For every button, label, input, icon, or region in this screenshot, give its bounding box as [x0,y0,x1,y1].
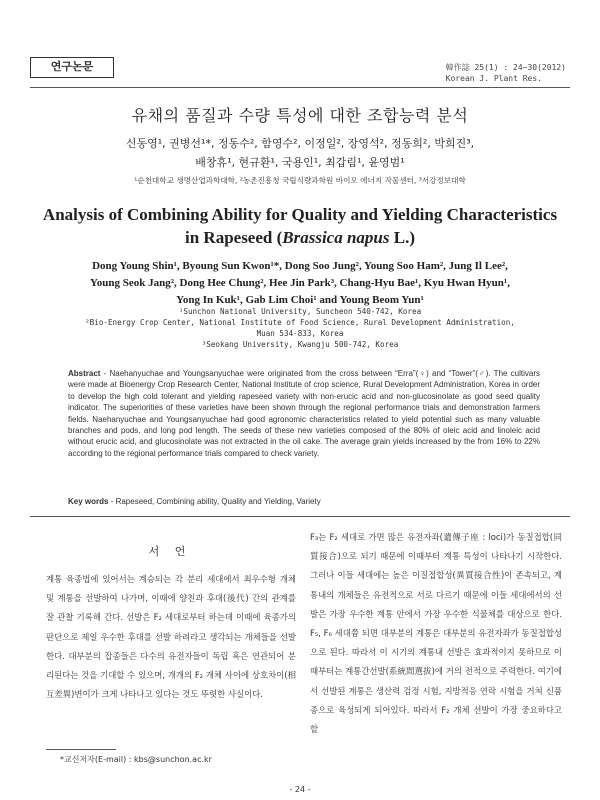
correspondence-footnote: *교신저자(E-mail) : kbs@sunchon.ac.kr [60,755,212,764]
title-english-line2-suffix: L.) [389,228,415,247]
authors-english-line2: Young Seok Jang², Dong Hee Chung², Hee Jin Park³, Chang-Hyu Bae¹, Kyu Hwan Hyun¹, [90,277,510,289]
journal-citation-line2: Korean J. Plant Res. [445,74,542,83]
body-paragraph-left: 계통 육종법에 있어서는 계승되는 각 분리 세대에서 최우수형 개체 및 계통을 선발하여 나가며, 이때에 양친과 후대(後代) 간의 관계를 잘 관찰 기록해 간다. 선발은 F₂ 세대로부터 하는데 이때에 육종가의 판단으로 제일 우수한 후대를 선발 하려라고 생각되는 개체들을 선발한다. 대부분의 잡종들은 다수의 유전자들이 독립 혹은 연관되어 분리된다는 것을 기대할 수 있으며, 개개의 F₂ 개체 사이에 상호차이(相互差異)변이가 크게 나타나고 있다는 것도 뚜렷한 사실이다. [46,574,296,700]
title-english [40,203,560,249]
journal-citation-line1: 韓作誌 25(1) : 24~30(2012) [445,63,566,72]
article-type-tag: 연구논문 [30,57,114,78]
affiliation-english-2: ²Bio-Energy Crop Center, National Institute of Food Science, Rural Development Administration, [85,318,515,327]
affiliation-english-4: ³Seokang University, Kwangju 500-742, Korea [201,340,399,349]
abstract-label: Abstract [68,369,101,378]
body-column-right [310,528,562,739]
journal-citation [446,62,566,84]
body-paragraph-right: F₃는 F₂ 세대로 가면 많은 유전자좌(遺傳子座 : loci)가 동질접합(同質接合)으로 되기 때문에 이때부터 계통 특성이 나타나기 시작한다. 그러나 이들 세대에는 높은 이질접합성(異質接合性)이 존속되고, 계통내의 개체들은 유전적으로 서로 다르기 때문에 이들 세대에서의 선발은 가장 우수한 계통 안에서 가장 우수한 식물체를 대상으로 한다. F₅, F₆ 세대쯤 되면 대부분의 계통은 대부분의 유전자좌가 동질접합성으로 된다. 따라서 이 시기의 계통내 선발은 효과적이지 못하므로 이때부터는 계통간선발(系統間選拔)에 거의 전적으로 주력한다. 여기에서 선발된 계통은 생산력 검정 시험, 지방적응 연락 시험을 거쳐 신품종으로 육성되게 되어있다. 따라서 F₂ 개체 선발이 가장 중요하다고 할 [310,532,562,735]
top-rule [30,87,570,88]
authors-english-line3: Yong In Kuk¹, Gab Lim Choi¹ and Young Beom Yun¹ [176,294,424,306]
affiliation-english-1: ¹Sunchon National University, Suncheon 540-742, Korea [178,307,422,316]
title-korean: 유채의 품질과 수량 특성에 대한 조합능력 분석 [131,106,469,125]
title-english-line1: Analysis of Combining Ability for Quality and Yielding Characteristics [42,205,558,224]
authors-korean-line2: 배창휴¹, 현규환¹, 국용인¹, 최갑림¹, 윤영범¹ [195,156,405,169]
species-name: Brassica napus [282,228,390,247]
authors-korean-line1: 신동영¹, 권병선¹*, 정동수², 함영수², 이정일², 장영석², 정동희², 박희진³, [125,137,475,150]
mid-rule [30,516,570,517]
title-english-line2 [40,226,560,249]
keywords-label: Key words [68,497,109,506]
title-english-line2-prefix: in Rapeseed ( [184,228,283,247]
keywords [68,497,540,506]
abstract-text: - Naehanyuchae and Youngsanyuchae were originated from the cross between “Erra”(♀) and “Tower”(♂). The cultivars were made at Bioenergy Crop Research Center, National Institute of crop science, Rural Development Administration, Korea in order to develop the high cold tolerant and yielding rapeseed variety with non-erucic acid and non-glucosinolate as good seed quality indicator. The superiorities of these varieties have been shown through the regional performance trials and demonstration farmers fields. Naehanyuchae and Youngsanyuchae had good agronomic characteristics related to yield potential such as many valuable branches and pods, and long pod length. The seeds of these new varieties composed of the 80% of oleic acid and linoleic acid without erucic acid, and glucosinolate was not extracted in the oil cake. The average grain yields increased by the from 16% to 22% according to the regional performance trials compared to check variety. [68,369,540,458]
affiliations-english [60,306,540,350]
affiliation-english-3: Muan 534-833, Korea [256,329,344,338]
authors-english-line1: Dong Young Shin¹, Byoung Sun Kwon¹*, Dong Soo Jung², Young Soo Ham², Jung Il Lee², [92,260,508,272]
footnote-rule [46,749,116,750]
body-column-left [46,570,296,704]
page-number: - 24 - [289,785,311,794]
authors-korean [60,134,540,172]
keywords-text: - Rapeseed, Combining ability, Quality and Yielding, Variety [108,497,321,506]
authors-english [40,258,560,309]
affiliation-korean: ¹순천대학교 생명산업과학대학, ²농촌진흥청 국립식량과학원 바이오 에너지 작물센터, ³서강정보대학 [134,176,466,185]
section-title-introduction: 서 언 [148,545,192,558]
abstract [68,368,540,459]
